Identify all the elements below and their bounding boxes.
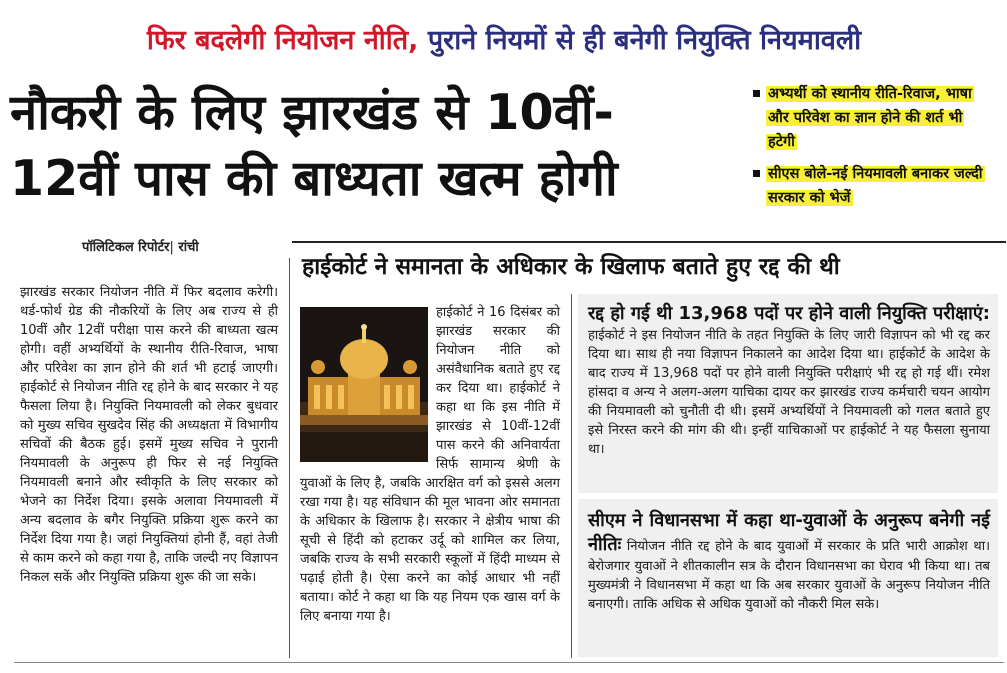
kicker-red: फिर बदलेगी नियोजन नीति, [146, 24, 419, 56]
assembly-building-photo [300, 307, 428, 462]
byline-reporter: पॉलिटिकल रिपोर्टर [82, 240, 170, 255]
box-1-content [588, 302, 990, 459]
headline-line-2: 12वीं पास की बाध्यता खत्म होगी [10, 150, 618, 207]
building-illustration-icon [300, 307, 428, 462]
sidebar-box-cancelled-exams [578, 294, 998, 493]
article-column-1: झारखंड सरकार नियोजन नीति में फिर बदलाव करेगी। थर्ड-फोर्थ ग्रेड की नौकरियों के लिए अब राज्य से ही 10वीं और 12वीं परीक्षा पास करने की बाध्यता खत्म होगी। वहीं अभ्यर्थियों के स्थानीय रीति-रिवाज, भाषा और परिवेश का ज्ञान होने की शर्त भी हटाई जाएगी। हाईकोर्ट से नियोजन नीति रद्द होने के बाद सरकार ने यह फैसला लिया है। नियुक्ति नियमावली को लेकर बुधवार को मुख्य सचिव सुखदेव सिंह की अध्यक्षता में विभागीय सचिवों की बैठक हुई। इसमें मुख्य सचिव ने पुरानी नियमावली के अनुरूप ही फिर से नई नियुक्ति नियमावली बनाने और स्वीकृति के लिए सरकार को भेजने का निर्देश दिया। इसके अलावा नियमावली में अन्य बदलाव के बगैर नियुक्ति प्रक्रिया शुरू करने का निर्देश दिया गया है। जहां नियुक्तियां होनी हैं, वहां तेजी से काम करने को कहा गया है, ताकि जल्दी नए विज्ञापन निकल सकें और नियुक्ति प्रक्रिया शुरू की जा सके। [20, 285, 278, 585]
highlight-text-2: सीएस बोले-नई नियमावली बनाकर जल्दी सरकार को भेजें [768, 166, 983, 206]
byline-separator: | [169, 240, 174, 255]
box-1-heading: रद्द हो गई थी 13,968 पदों पर होने वाली नियुक्ति परीक्षाएं: [588, 303, 990, 324]
bullet-square-icon [753, 90, 760, 97]
bottom-divider [14, 662, 1004, 663]
sub-headline: हाईकोर्ट ने समानता के अधिकार के खिलाफ बताते हुए रद्द की थी [292, 241, 1006, 287]
article-column-2 [300, 303, 560, 626]
kicker [14, 10, 994, 66]
box-2-heading: सीएम ने विधानसभा में कहा था-युवाओं के अनुरूप बनेगी नई नीतिः [588, 510, 990, 555]
column-divider [289, 258, 290, 658]
highlight-point-1 [753, 82, 993, 154]
highlight-text-1: अभ्यर्थी को स्थानीय रीति-रिवाज, भाषा और परिवेश का ज्ञान होने की शर्त भी हटेगी [768, 86, 972, 150]
highlight-points [753, 82, 993, 210]
highlight-point-2 [753, 162, 993, 210]
sidebar-box-cm-statement [578, 499, 998, 657]
box-2-content [588, 509, 990, 614]
headline-line-1: नौकरी के लिए झारखंड से 10वीं- [10, 84, 614, 141]
photo-wrapper [300, 307, 428, 462]
byline-city: रांची [178, 240, 199, 255]
headline [10, 80, 745, 212]
box-2-body: नियोजन नीति रद्द होने के बाद युवाओं में सरकार के प्रति भारी आक्रोश था। बेरोजगार युवाओं ने शीतकालीन सत्र के दौरान विधानसभा का घेराव भी किया था। तब मुख्यमंत्री ने विधानसभा में कहा था कि अब सरकार युवाओं के अनुरूप नियोजन नीति बनाएगी। ताकि अधिक से अधिक युवाओं को नौकरी मिल सके। [588, 539, 990, 612]
article-column-2-text: हाईकोर्ट ने 16 दिसंबर को झारखंड सरकार की नियोजन नीति को असंवैधानिक बताते हुए रद्द कर दिया था। हाईकोर्ट ने कहा था कि इस नीति में झारखंड से 10वीं-12वीं पास करने की अनिवार्यता सिर्फ सामान्य श्रेणी के युवाओं के लिए है, जबकि आरक्षित वर्ग को इससे अलग रखा गया है। यह संविधान की मूल भावना ओर समानता के अधिकार के खिलाफ है। सरकार ने क्षेत्रीय भाषा की सूची से हिंदी को हटाकर उर्दू को शामिल कर लिया, जबकि राज्य के सभी सरकारी स्कूलों में हिंदी माध्यम से पढ़ाई होती है। ऐसा करने का कोई आधार भी नहीं बताया। कोर्ट ने कहा था कि यह नियम एक खास वर्ग के लिए बनाया गया है। [300, 305, 560, 624]
column-divider [571, 294, 572, 658]
box-1-body: हाईकोर्ट ने इस नियोजन नीति के तहत नियुक्ति के लिए जारी विज्ञापन को भी रद्द कर दिया था। साथ ही नया विज्ञापन निकालने का आदेश दिया था। हाईकोर्ट के आदेश के बाद राज्य में 13,968 पदों पर होने वाली नियुक्ति परीक्षाएं भी रद्द हो गई थीं। रमेश हांसदा व अन्य ने अलग-अलग याचिका दायर कर झारखंड राज्य कर्मचारी चयन आयोग की नियमावली को चुनौती दी थी। इसमें अभ्यर्थियों ने नियमावली को गलत बताते हुए इसे निरस्त करने की मांग की थी। इन्हीं याचिकाओं पर हाईकोर्ट ने यह फैसला सुनाया था। [588, 328, 990, 457]
byline [82, 237, 199, 255]
kicker-blue: पुराने नियमों से ही बनेगी नियुक्ति नियमावली [427, 24, 862, 56]
bullet-square-icon [753, 170, 760, 177]
